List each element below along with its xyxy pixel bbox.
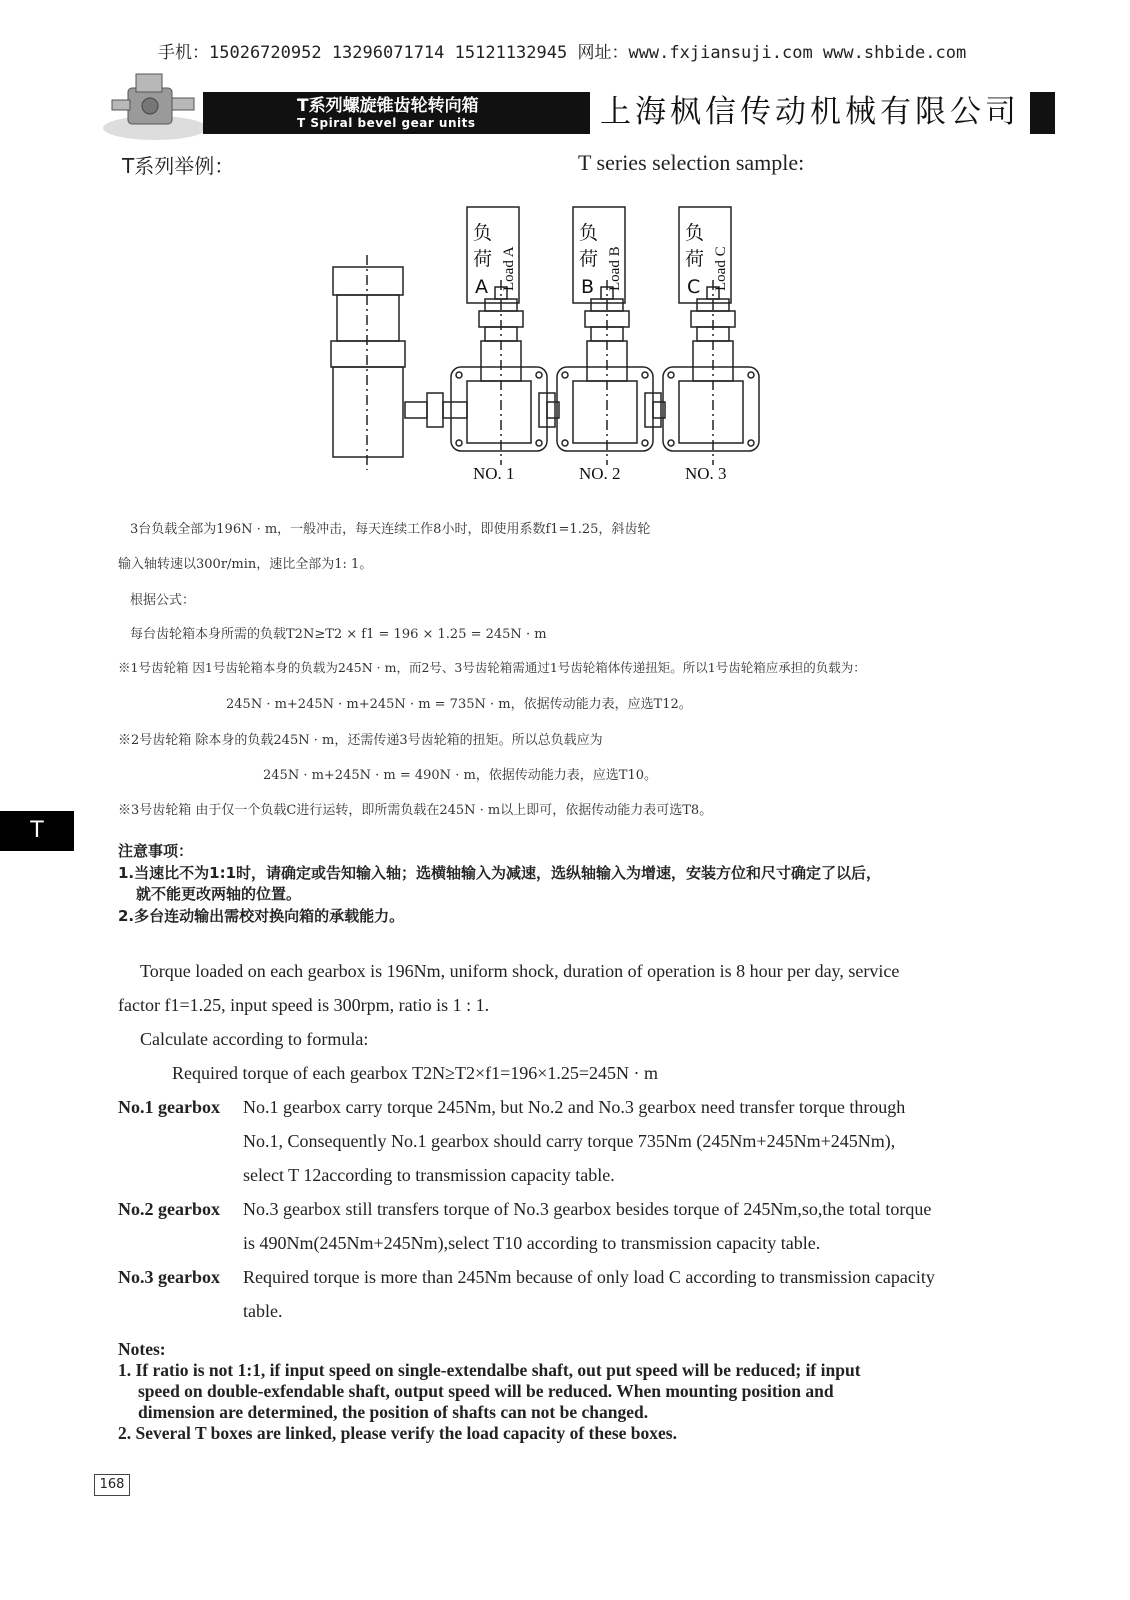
en-no3-label: No.3 gearbox (118, 1267, 220, 1287)
gearbox-label-no2: NO. 2 (579, 464, 621, 483)
en-note2: 2. Several T boxes are linked, please verify the load capacity of these boxes. (118, 1423, 677, 1443)
en-para1-a: Torque loaded on each gearbox is 196Nm, uniform shock, duration of operation is 8 hour per day, service (140, 961, 900, 981)
contact-line: 手机：15026720952 13296071714 15121132945 网址：www.fxjiansuji.com www.shbide.com (158, 43, 967, 63)
gearbox-chain-diagram (325, 195, 765, 495)
series-title-zh: T系列螺旋锥齿轮转向箱 (297, 96, 479, 116)
gearbox-no2 (557, 280, 653, 465)
page-number: 168 (94, 1474, 130, 1496)
load-b-zh-1: 负 (579, 222, 599, 244)
gearbox-no3 (663, 280, 759, 465)
zh-line4: 每台齿轮箱本身所需的负载T2N≥T2 × f1 = 196 × 1.25 = 245N · m (130, 627, 547, 642)
gearbox-label-no1: NO. 1 (473, 464, 515, 483)
zh-note1-b: 就不能更改两轴的位置。 (136, 885, 302, 903)
zh-line3: 根据公式： (130, 593, 196, 608)
series-title-en: T Spiral bevel gear units (297, 116, 476, 130)
en-no1-label: No.1 gearbox (118, 1097, 220, 1117)
section-title-zh: T系列举例： (122, 154, 235, 178)
load-c-en: Load C (713, 246, 729, 291)
en-formula-intro: Calculate according to formula: (140, 1029, 369, 1049)
load-c-zh-2: 荷 (685, 248, 705, 270)
zh-line1: 3台负载全部为196N · m，一般冲击，每天连续工作8小时，即使用系数f1=1.25，斜齿轮 (130, 522, 651, 537)
en-no1-b: No.1, Consequently No.1 gearbox should carry torque 735Nm (245Nm+245Nm+245Nm), (243, 1131, 896, 1151)
load-b-zh-2: 荷 (579, 248, 599, 270)
zh-line2: 输入轴转速以300r/min，速比全部为1: 1。 (118, 557, 373, 572)
zh-note2: 2.多台连动输出需校对换向箱的承载能力。 (118, 907, 405, 925)
en-no2-b: is 490Nm(245Nm+245Nm),select T10 according to transmission capacity table. (243, 1233, 821, 1253)
load-a-letter: A (475, 276, 488, 298)
en-note1-b: speed on double-exfendable shaft, output speed will be reduced. When mounting position and (138, 1381, 834, 1401)
en-no3-b: table. (243, 1301, 283, 1321)
zh-notes-title: 注意事项： (118, 842, 194, 860)
en-note1-a: 1. If ratio is not 1:1, if input speed on single-extendalbe shaft, out put speed will be reduced; if input (118, 1360, 861, 1380)
en-no3-a: Required torque is more than 245Nm because of only load C according to transmission capacity (243, 1267, 935, 1287)
gearbox-no1 (451, 280, 547, 465)
zh-note1-a: 1.当速比不为1:1时，请确定或告知输入轴；选横轴输入为减速，选纵轴输入为增速，安装方位和尺寸确定了以后， (118, 864, 882, 882)
en-no1-a: No.1 gearbox carry torque 245Nm, but No.2 and No.3 gearbox need transfer torque through (243, 1097, 906, 1117)
motor-gearbox (333, 367, 403, 457)
load-a-zh-2: 荷 (473, 248, 493, 270)
motor-flange (331, 341, 405, 367)
zh-no1-a: ※1号齿轮箱 因1号齿轮箱本身的负载为245N · m，而2号、3号齿轮箱需通过1号齿轮箱体传递扭矩。所以1号齿轮箱应承担的负载为： (118, 660, 866, 675)
en-no1-c: select T 12according to transmission capacity table. (243, 1165, 615, 1185)
company-name: 上海枫信传动机械有限公司 (590, 88, 1030, 136)
en-no2-label: No.2 gearbox (118, 1199, 220, 1219)
motor-top (333, 267, 403, 295)
zh-no1-b: 245N · m+245N · m+245N · m = 735N · m，依据传动能力表，应选T12。 (226, 697, 692, 712)
gearbox-logo-icon (100, 66, 210, 144)
side-tab: T (0, 811, 74, 851)
gearbox-label-no3: NO. 3 (685, 464, 727, 483)
en-notes-title: Notes: (118, 1339, 166, 1359)
en-formula: Required torque of each gearbox T2N≥T2×f1=196×1.25=245N · m (172, 1063, 659, 1083)
load-b-letter: B (581, 276, 595, 298)
zh-no2-a: ※2号齿轮箱 除本身的负载245N · m，还需传递3号齿轮箱的扭矩。所以总负载应为 (118, 733, 603, 748)
load-c-zh-1: 负 (685, 222, 705, 244)
zh-no3: ※3号齿轮箱 由于仅一个负载C进行运转，即所需负载在245N · m以上即可，依据传动能力表可选T8。 (118, 803, 713, 818)
load-c-letter: C (687, 276, 701, 298)
load-b-en: Load B (607, 246, 623, 291)
zh-no2-b: 245N · m+245N · m = 490N · m，依据传动能力表，应选T10。 (263, 768, 657, 783)
en-note1-c: dimension are determined, the position of shafts can not be changed. (138, 1402, 649, 1422)
motor-body (337, 295, 399, 341)
section-title-en: T series selection sample: (578, 150, 805, 175)
load-a-zh-1: 负 (473, 222, 493, 244)
load-a-en: Load A (501, 246, 517, 291)
en-para1-b: factor f1=1.25, input speed is 300rpm, ratio is 1 : 1. (118, 995, 490, 1015)
en-no2-a: No.3 gearbox still transfers torque of No.3 gearbox besides torque of 245Nm,so,the total torque (243, 1199, 932, 1219)
